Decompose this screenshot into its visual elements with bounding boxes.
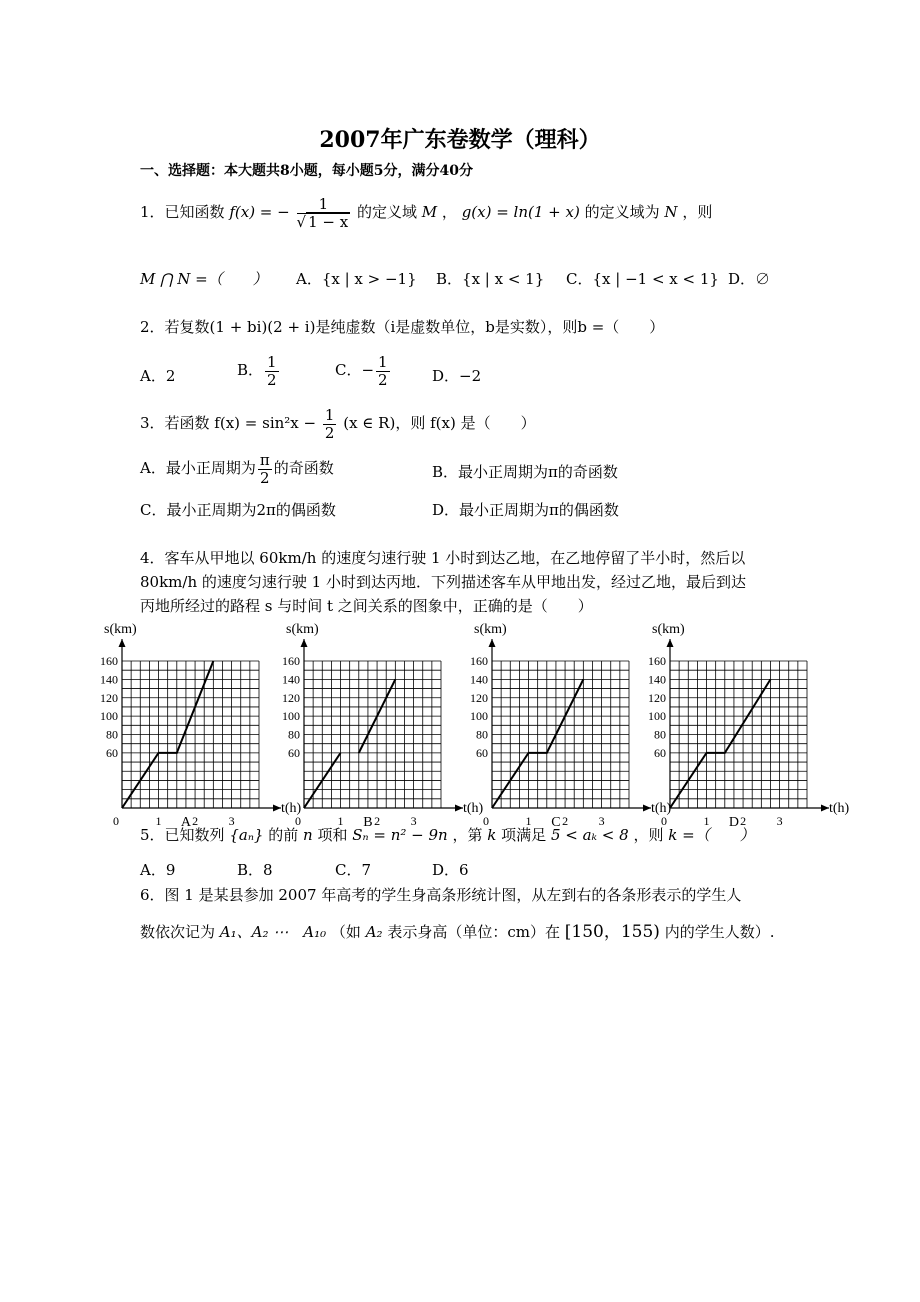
q3-frac-top: 1 [324, 406, 335, 424]
y-axis-label: s(km) [652, 622, 685, 637]
x-tick-label: 0 [483, 814, 489, 828]
q1-intersection: M ⋂ N =（ ） [140, 270, 268, 288]
y-axis-arrow [489, 639, 496, 647]
x-tick-label: 3 [228, 814, 235, 828]
page-title: 2007年广东卷数学（理科） [319, 127, 601, 153]
q5-sum: Sₙ = n² − 9n [352, 826, 448, 844]
x-tick-label: 0 [661, 814, 667, 828]
q1-option-b[interactable]: B．{x | x < 1} [436, 270, 545, 288]
q5-option-a[interactable]: A．9 [140, 861, 176, 879]
x-tick-label: 2 [374, 814, 381, 828]
q1-fraction [297, 196, 351, 230]
q3-text-1: 3．若函数 f(x) = sin²x − [140, 414, 317, 432]
q2-b-fraction [265, 354, 279, 388]
x-axis-arrow [821, 805, 829, 812]
y-tick-label: 160 [100, 654, 118, 668]
q5-text-4: ，第 [452, 826, 483, 844]
question-5 [140, 826, 755, 844]
q6-line-1: 6．图 1 是某县参加 2007 年高考的学生身高条形统计图，从左到右的各条形表示的学生人 [140, 886, 742, 904]
y-axis-arrow [301, 639, 308, 647]
y-tick-label: 60 [476, 745, 488, 760]
y-tick-label: 140 [100, 672, 118, 687]
grid [122, 661, 259, 808]
y-axis-arrow [667, 639, 674, 647]
grid [492, 661, 629, 808]
q1-text-1: 的定义域 [356, 203, 417, 221]
y-tick-label: 140 [648, 672, 666, 687]
q5-answer: k =（ ） [668, 826, 755, 844]
q3-fraction [323, 407, 337, 441]
q2-c-top: 1 [378, 353, 388, 371]
y-axis-label: s(km) [104, 622, 137, 637]
y-tick-label: 160 [648, 654, 666, 668]
q5-text-6: ，则 [633, 826, 664, 844]
graph-b[interactable] [270, 622, 484, 830]
y-tick-label: 80 [654, 727, 666, 742]
grid [670, 661, 807, 808]
x-tick-label: 1 [703, 814, 710, 828]
q6-sequence: A₁、A₂ ⋯ A₁₀ [219, 923, 327, 941]
q1-frac-bottom: √ 1 − x [296, 212, 349, 231]
question-2: 2．若复数(1 + bi)(2 + i)是纯虚数（i是虚数单位，b是实数），则b =（ ） [140, 318, 665, 336]
q6-text-b: （如 [330, 923, 361, 941]
y-tick-label: 100 [282, 709, 300, 724]
q3-option-b[interactable]: B．最小正周期为π的奇函数 [432, 463, 618, 481]
q4-line-3: 丙地所经过的路程 s 与时间 t 之间关系的图象中，正确的是（ ） [140, 597, 593, 615]
y-tick-label: 120 [100, 690, 118, 705]
graph-a[interactable] [88, 622, 302, 830]
q5-inequality: 5 < aₖ < 8 [550, 826, 629, 844]
q5-text-3: 项和 [317, 826, 348, 844]
q6-interval: [150，155) [564, 922, 660, 942]
y-axis-arrow [119, 639, 126, 647]
q5-sequence: {aₙ} [229, 826, 264, 844]
q6-a2: A₂ [365, 923, 383, 941]
x-tick-label: 1 [525, 814, 532, 828]
graph-c[interactable] [458, 622, 672, 830]
y-tick-label: 120 [648, 690, 666, 705]
q6-text-a: 数依次记为 [140, 923, 216, 941]
x-axis-label: t(h) [463, 801, 484, 816]
x-tick-label: 2 [192, 814, 199, 828]
q2-b-label: B． [237, 361, 264, 379]
q1-frac-top: 1 [297, 196, 351, 214]
q1-fx: f(x) = − [229, 203, 290, 221]
y-tick-label: 80 [288, 727, 300, 742]
q2-b-bottom: 2 [267, 370, 277, 389]
q3-a-label: A．最小正周期为 [140, 459, 256, 477]
q2-option-a[interactable]: A．2 [140, 367, 176, 385]
q3-option-d[interactable]: D．最小正周期为π的偶函数 [432, 501, 619, 519]
y-tick-label: 100 [648, 709, 666, 724]
graph-d[interactable] [636, 622, 850, 830]
q6-text-d: 内的学生人数）. [664, 923, 775, 941]
q6-line-2 [140, 922, 775, 942]
y-axis-label: s(km) [474, 622, 507, 637]
question-3 [140, 407, 536, 441]
q4-line-1: 4．客车从甲地以 60km/h 的速度匀速行驶 1 小时到达乙地，在乙地停留了半小时，然后以 [140, 549, 746, 567]
x-axis-label: t(h) [281, 801, 302, 816]
section-heading: 一、选择题：本大题共8小题，每小题5分，满分40分 [140, 163, 473, 179]
x-tick-label: 1 [337, 814, 344, 828]
q1-text-4: ，则 [682, 203, 713, 221]
q3-option-c[interactable]: C．最小正周期为2π的偶函数 [140, 501, 336, 519]
q4-line-2: 80km/h 的速度匀速行驶 1 小时到达丙地．下列描述客车从甲地出发，经过乙地，最后到达 [140, 573, 746, 591]
y-tick-label: 120 [282, 690, 300, 705]
q6-text-c: 表示身高（单位：cm）在 [387, 923, 560, 941]
q1-text-3: 的定义域为 [584, 203, 660, 221]
y-tick-label: 140 [282, 672, 300, 687]
y-tick-label: 60 [654, 745, 666, 760]
q3-text-2: (x ∈ R)，则 f(x) 是（ ） [343, 414, 536, 432]
y-tick-label: 120 [470, 690, 488, 705]
question-1 [140, 196, 712, 230]
q5-text-1: 5．已知数列 [140, 826, 225, 844]
q1-set-m: M [421, 203, 438, 221]
q2-option-c[interactable] [335, 354, 392, 388]
x-axis-label: t(h) [651, 801, 672, 816]
q3-a-bottom: 2 [260, 468, 270, 487]
q5-n: n [303, 826, 313, 844]
x-tick-label: 0 [113, 814, 119, 828]
q2-b-top: 1 [267, 353, 277, 371]
q1-option-d[interactable]: D．∅ [728, 270, 771, 288]
y-tick-label: 80 [106, 727, 118, 742]
q2-option-d[interactable]: D．−2 [432, 367, 482, 385]
q1-option-c[interactable]: C．{x | −1 < x < 1} [566, 270, 719, 288]
q3-frac-bottom: 2 [324, 423, 335, 442]
y-tick-label: 160 [282, 654, 300, 668]
y-axis-label: s(km) [286, 622, 319, 637]
q1-set-n: N [664, 203, 678, 221]
q2-c-bottom: 2 [378, 370, 388, 389]
q3-a-tail: 的奇函数 [273, 459, 334, 477]
graph-option-label: A [180, 815, 191, 830]
x-tick-label: 2 [740, 814, 747, 828]
q5-option-b[interactable]: B．8 [237, 861, 273, 879]
y-tick-label: 140 [470, 672, 488, 687]
x-tick-label: 3 [598, 814, 605, 828]
y-tick-label: 60 [288, 745, 300, 760]
q1-text-2: ， [441, 203, 457, 221]
x-tick-label: 2 [562, 814, 569, 828]
x-tick-label: 0 [295, 814, 301, 828]
q3-a-top: π [259, 451, 270, 469]
q1-sqrt-arg: 1 − x [308, 212, 349, 231]
y-tick-label: 160 [470, 654, 488, 668]
x-tick-label: 3 [410, 814, 417, 828]
q1-number: 1．已知函数 [140, 203, 225, 221]
q5-k: k [487, 826, 497, 844]
q2-option-b[interactable] [237, 354, 281, 388]
x-tick-label: 1 [155, 814, 162, 828]
y-tick-label: 80 [476, 727, 488, 742]
q1-option-a[interactable]: A．{x | x > −1} [296, 270, 417, 288]
x-axis-label: t(h) [829, 801, 850, 816]
x-tick-label: 3 [776, 814, 783, 828]
q1-gx: g(x) = ln(1 + x) [461, 203, 580, 221]
graph-option-label: B [363, 815, 373, 830]
y-tick-label: 100 [100, 709, 118, 724]
graph-option-label: D [728, 815, 739, 830]
q3-a-fraction [258, 452, 272, 486]
q5-text-5: 项满足 [501, 826, 547, 844]
q5-text-2: 的前 [268, 826, 299, 844]
graph-option-label: C [551, 815, 561, 830]
q5-option-c[interactable]: C．7 [335, 861, 372, 879]
y-tick-label: 100 [470, 709, 488, 724]
q3-option-a[interactable] [140, 452, 334, 486]
q2-c-label: C．− [335, 361, 375, 379]
q2-c-fraction [376, 354, 390, 388]
y-tick-label: 60 [106, 745, 118, 760]
q5-option-d[interactable]: D．6 [432, 861, 469, 879]
grid [304, 661, 441, 808]
